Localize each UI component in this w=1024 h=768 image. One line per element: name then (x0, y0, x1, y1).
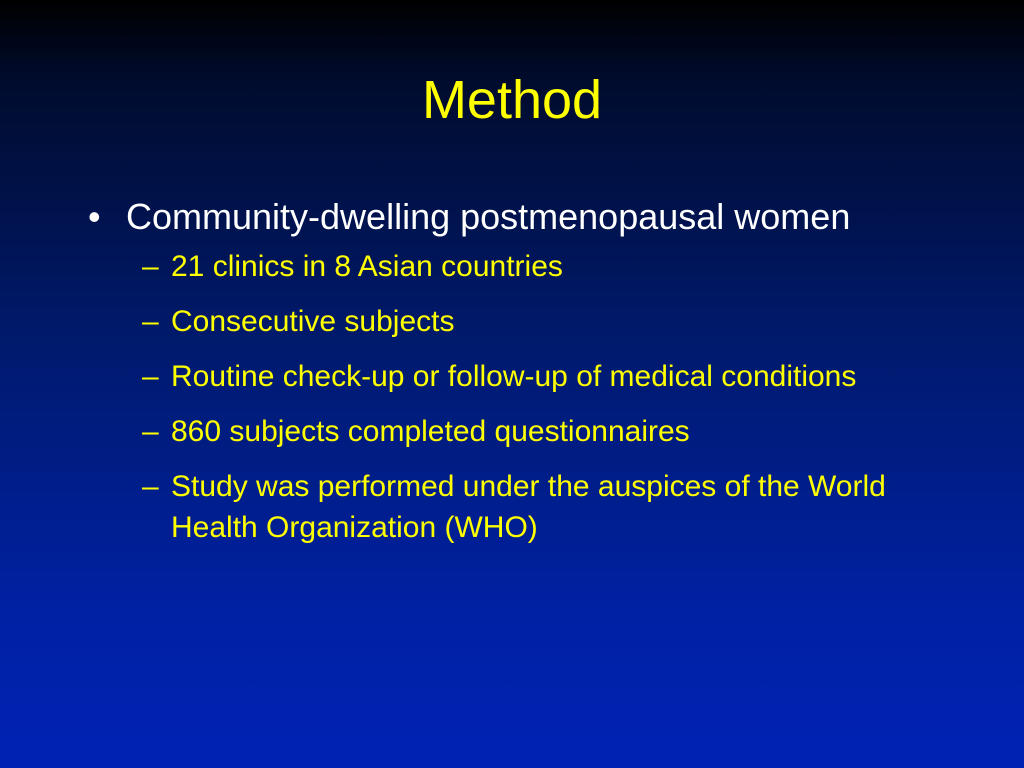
sub-bullet-item (82, 356, 911, 397)
sub-bullet-text: Routine check-up or follow-up of medical conditions (171, 360, 857, 393)
sub-bullet-dash: – (142, 305, 159, 338)
sub-bullet-item (82, 246, 911, 287)
main-bullet (82, 192, 962, 241)
sub-bullet-text: Study was performed under the auspices of the World Health Organization (WHO) (171, 470, 886, 544)
sub-bullet-dash: – (142, 415, 159, 448)
sub-bullet-dash: – (142, 360, 159, 393)
sub-bullet-text: 860 subjects completed questionnaires (171, 415, 690, 448)
sub-bullet-dash: – (142, 250, 159, 283)
sub-bullet-list (82, 246, 962, 548)
sub-bullet-text: Consecutive subjects (171, 305, 455, 338)
bullet-marker: • (88, 196, 101, 237)
sub-bullet-item (82, 411, 911, 452)
sub-bullet-item (82, 301, 911, 342)
main-bullet-text: Community-dwelling postmenopausal women (126, 196, 851, 237)
slide-title: Method (421, 70, 603, 130)
sub-bullet-item (82, 466, 911, 548)
slide-content (82, 192, 962, 562)
sub-bullet-text: 21 clinics in 8 Asian countries (171, 250, 563, 283)
sub-bullet-dash: – (142, 470, 159, 503)
